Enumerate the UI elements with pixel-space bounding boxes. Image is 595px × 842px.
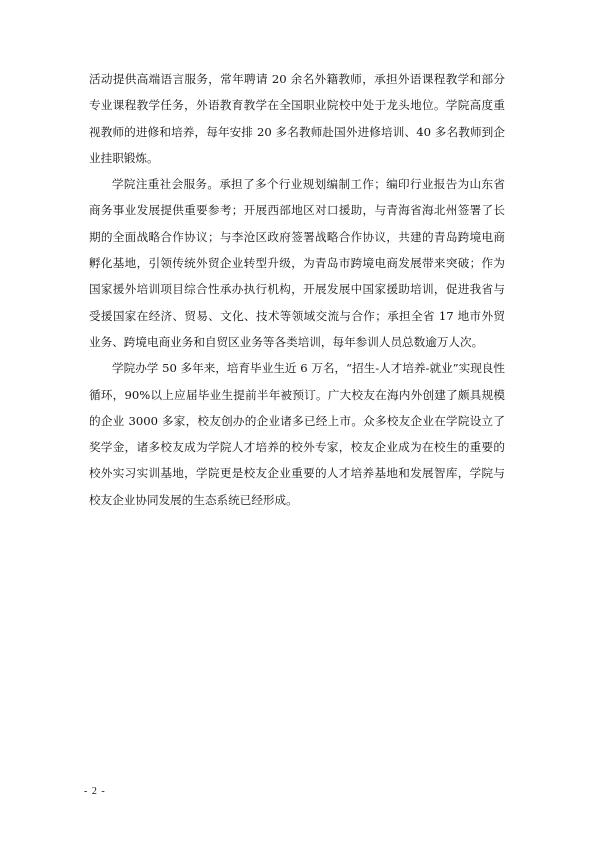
page-number: - 2 - <box>84 786 106 797</box>
paragraph-faculty-continued: 活动提供高端语言服务，常年聘请 20 余名外籍教师，承担外语课程教学和部分专业课程教学任务，外语教育教学在全国职业院校中处于龙头地位。学院高度重视教师的进修和培养，每年安排 20 多名教师赴国外进修培训、40 多名教师到企业挂职锻炼。 <box>89 72 505 165</box>
body-text <box>89 66 505 513</box>
paragraph-alumni: 学院办学 50 多年来，培育毕业生近 6 万名，“招生-人才培养-就业”实现良性循环，90%以上应届毕业生提前半年被预订。广大校友在海内外创建了颇具规模的企业 3000 多家，校友创办的企业诸多已经上市。众多校友企业在学院设立了奖学金，诸多校友成为学院人才培养的校外专家，校友企业成为在校生的重要的校外实习实训基地，学院更是校友企业重要的人才培养基地和发展智库，学院与校友企业协同发展的生态系统已经形成。 <box>89 361 505 507</box>
paragraph-social-service: 学院注重社会服务。承担了多个行业规划编制工作；编印行业报告为山东省商务事业发展提供重要参考；开展西部地区对口援助，与青海省海北州签署了长期的全面战略合作协议；与李沧区政府签署战略合作协议，共建的青岛跨境电商孵化基地，引领传统外贸企业转型升级，为青岛市跨境电商发展带来突破；作为国家援外培训项目综合性承办执行机构，开展发展中国家援助培训，促进我省与受援国家在经济、贸易、文化、技术等领域交流与合作；承担全省 17 地市外贸业务、跨境电商业务和自贸区业务等各类培训，每年参训人员总数逾万人次。 <box>89 177 505 349</box>
